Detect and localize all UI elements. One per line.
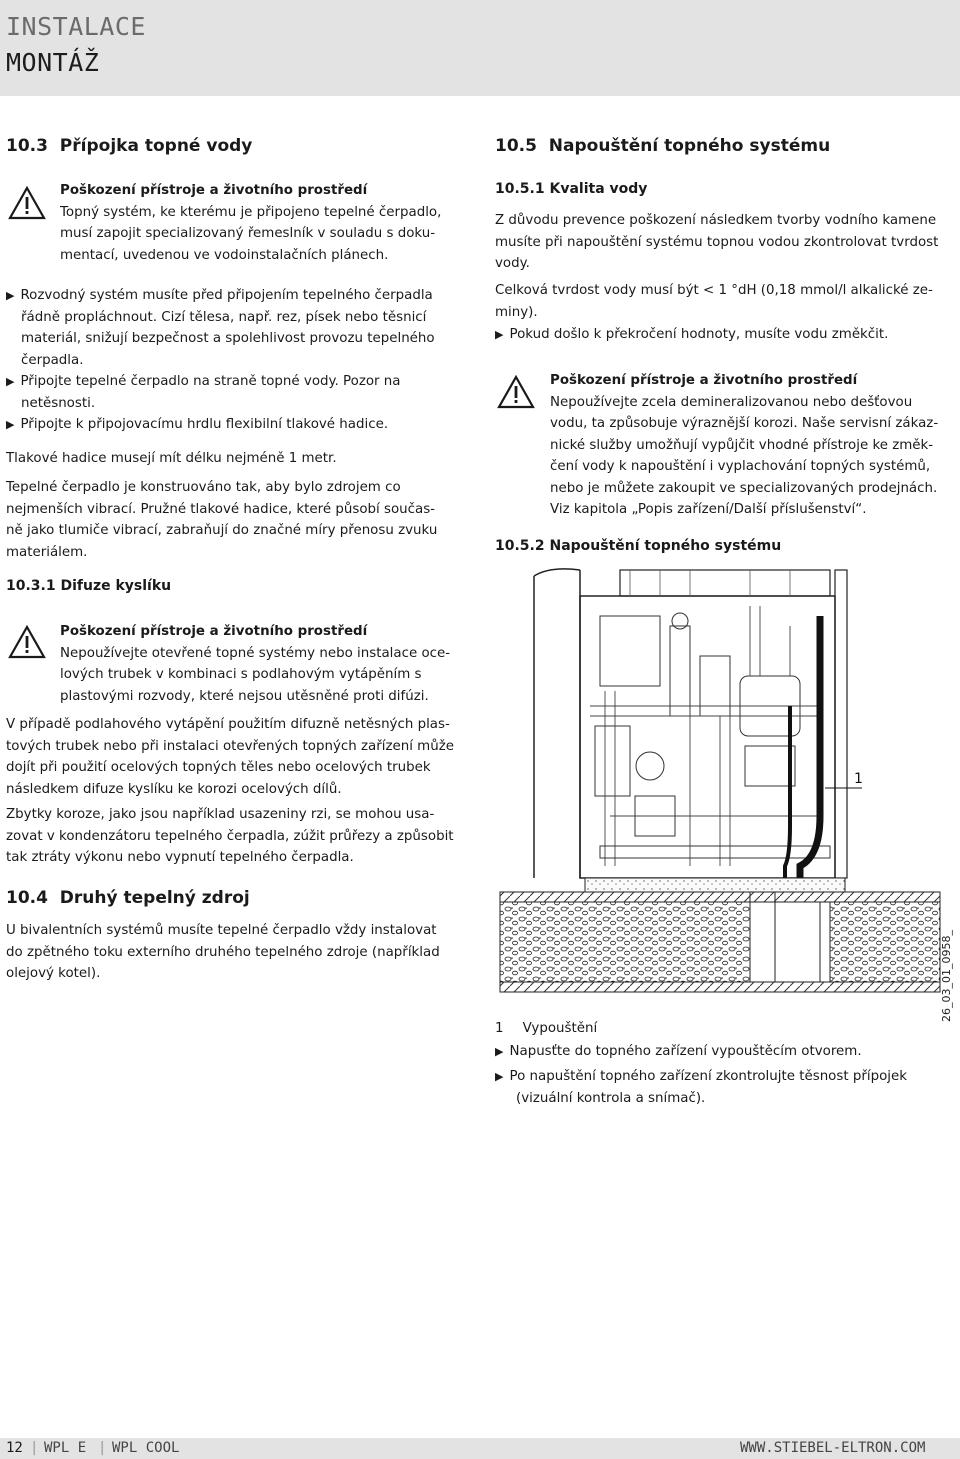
paragraph-line: U bivalentních systémů musíte tepelné čerpadlo vždy instalovat bbox=[6, 923, 437, 938]
paragraph-corrosion bbox=[6, 804, 468, 869]
page-number: 12 bbox=[6, 1440, 23, 1456]
instruction-line: Pokud došlo k překročení hodnoty, musíte vodu změkčit. bbox=[509, 327, 889, 342]
paragraph-line: V případě podlahového vytápění použitím difuzně netěsných plas- bbox=[6, 717, 450, 732]
warning-box-2 bbox=[60, 621, 470, 707]
paragraph-line: materiálem. bbox=[6, 544, 88, 560]
warning-text-line: plastovými rozvody, které nejsou utěsněné proti difúzi. bbox=[60, 688, 429, 704]
footer-website: WWW.STIEBEL-ELTRON.COM bbox=[740, 1440, 926, 1456]
paragraph-hardness bbox=[495, 280, 955, 323]
paragraph-line: tových trubek nebo při instalaci otevřených topných zařízení může bbox=[6, 738, 454, 754]
section-title: Napouštění topného systému bbox=[548, 136, 831, 156]
warning-text-line: Viz kapitola „Popis zařízení/Další příslušenství“. bbox=[550, 502, 867, 517]
paragraph-hose-length: Tlakové hadice musejí mít délku nejméně 1 metr. bbox=[6, 451, 337, 466]
warning-title: Poškození přístroje a životního prostředí bbox=[550, 373, 858, 388]
paragraph-line: tak ztráty výkonu nebo vypnutí tepelného čerpadla. bbox=[6, 850, 354, 865]
instruction-line: čerpadla. bbox=[21, 352, 84, 368]
figure-legend bbox=[495, 1017, 597, 1040]
footer-separator: | bbox=[30, 1440, 39, 1456]
instruction-line: řádně propláchnout. Cizí tělesa, např. rez, písek nebo těsnicí bbox=[21, 309, 427, 325]
instruction-item bbox=[6, 285, 468, 307]
bullet-arrow-icon: ▶ bbox=[495, 1045, 504, 1058]
paragraph-line: Zbytky koroze, jako jsou například usazeniny rzi, se mohou usa- bbox=[6, 807, 435, 822]
warning-text-line: Nepoužívejte otevřené topné systémy nebo instalace oce- bbox=[60, 645, 451, 661]
instruction-line: materiál, snižují bezpečnost a spolehlivost provozu tepelného bbox=[21, 331, 435, 346]
instruction-line: Po napuštění topného zařízení zkontrolujte těsnost přípojek bbox=[509, 1069, 907, 1084]
section-10-5-heading bbox=[495, 136, 830, 156]
header-section: INSTALACE bbox=[6, 12, 146, 41]
paragraph-diffusion bbox=[6, 714, 468, 800]
footer-model: WPL COOL bbox=[112, 1440, 180, 1456]
instruction-item bbox=[495, 1041, 955, 1063]
paragraph-line: Z důvodu prevence poškození následkem tvorby vodního kamene bbox=[495, 213, 937, 228]
paragraph-line: dojít při použití ocelových topných těles nebo ocelových trubek bbox=[6, 760, 431, 775]
warning-icon bbox=[8, 625, 46, 659]
bullet-arrow-icon: ▶ bbox=[6, 289, 15, 302]
section-number: 10.4 bbox=[6, 888, 48, 908]
figure-reference: 26_03_01_0958_ bbox=[940, 930, 953, 1022]
warning-text-line: musí zapojit specializovaný řemeslník v souladu s doku- bbox=[60, 226, 436, 241]
heat-pump-filling-drawing bbox=[490, 566, 960, 1016]
instruction-line: (vizuální kontrola a snímač). bbox=[516, 1090, 706, 1106]
callout-number: 1 bbox=[854, 771, 863, 787]
warning-text-line: lových trubek v kombinaci s podlahovým vytápěním s bbox=[60, 667, 422, 682]
section-title: Přípojka topné vody bbox=[59, 136, 253, 156]
instruction-line: Připojte tepelné čerpadlo na straně topné vody. Pozor na bbox=[20, 374, 401, 389]
paragraph-water-quality bbox=[495, 210, 955, 275]
section-number: 10.3 bbox=[6, 136, 48, 156]
bullet-arrow-icon: ▶ bbox=[495, 328, 504, 341]
warning-text-line: Nepoužívejte zcela demineralizovanou nebo dešťovou bbox=[550, 394, 913, 410]
bullet-arrow-icon: ▶ bbox=[495, 1070, 504, 1083]
warning-text-line: nebo je můžete zakoupit ve specializovaných prodejnách. bbox=[550, 480, 938, 496]
paragraph-line: následkem difuze kyslíku ke korozi ocelových dílů. bbox=[6, 781, 342, 797]
paragraph-line: do zpětného toku externího druhého tepelného zdroje (například bbox=[6, 944, 440, 960]
paragraph-line: ně jako tlumiče vibrací, zabraňují do značné míry přenosu zvuku bbox=[6, 523, 438, 538]
instruction-line: Rozvodný systém musíte před připojením tepelného čerpadla bbox=[20, 288, 433, 303]
paragraph-line: nejmenších vibrací. Pružné tlakové hadice, které působí součas- bbox=[6, 501, 436, 517]
paragraph-line: miny). bbox=[495, 304, 538, 320]
section-10-5-1-heading: 10.5.1 Kvalita vody bbox=[495, 181, 648, 197]
warning-title: Poškození přístroje a životního prostředí bbox=[60, 624, 368, 639]
legend-number: 1 bbox=[495, 1021, 504, 1036]
section-10-3-1-heading: 10.3.1 Difuze kyslíku bbox=[6, 578, 172, 594]
instruction-item bbox=[6, 414, 468, 436]
footer-band bbox=[0, 1438, 960, 1459]
warning-title: Poškození přístroje a životního prostředí bbox=[60, 183, 368, 198]
paragraph-line: olejový kotel). bbox=[6, 966, 101, 981]
warning-text-line: Topný systém, ke kterému je připojeno tepelné čerpadlo, bbox=[60, 204, 442, 220]
warning-icon bbox=[497, 375, 535, 409]
instruction-line: Připojte k připojovacímu hrdlu flexibilní tlakové hadice. bbox=[20, 417, 389, 432]
section-10-3-heading bbox=[6, 136, 252, 156]
warning-text-line: nické služby umožňují vypůjčit vhodné přístroje ke změk- bbox=[550, 437, 934, 453]
section-10-5-2-heading: 10.5.2 Napouštění topného systému bbox=[495, 538, 782, 554]
warning-text-line: čení vody k napouštění i vyplachování topných systémů, bbox=[550, 459, 931, 474]
paragraph-line: vody. bbox=[495, 256, 530, 271]
warning-icon bbox=[8, 186, 46, 220]
paragraph-vibration bbox=[6, 477, 468, 563]
header-subsection: MONTÁŽ bbox=[6, 48, 100, 77]
legend-label: Vypouštění bbox=[522, 1021, 598, 1036]
footer-separator: | bbox=[98, 1440, 107, 1456]
instruction-line: Napusťte do topného zařízení vypouštěcím otvorem. bbox=[509, 1044, 862, 1059]
paragraph-line: zovat v kondenzátoru tepelného čerpadla, zúžit průřezy a způsobit bbox=[6, 828, 454, 844]
bullet-arrow-icon: ▶ bbox=[6, 418, 15, 431]
footer-model: WPL E bbox=[44, 1440, 87, 1456]
bullet-arrow-icon: ▶ bbox=[6, 375, 15, 388]
paragraph-bivalent bbox=[6, 920, 468, 985]
section-number: 10.5 bbox=[495, 136, 537, 156]
instruction-list bbox=[6, 285, 468, 436]
instruction-item bbox=[6, 371, 468, 393]
section-10-4-heading bbox=[6, 888, 250, 908]
paragraph-line: musíte při napouštění systému topnou vodou zkontrolovat tvrdost bbox=[495, 234, 939, 250]
instruction-line: netěsnosti. bbox=[21, 395, 96, 411]
paragraph-line: Celková tvrdost vody musí být < 1 °dH (0,18 mmol/l alkalické ze- bbox=[495, 283, 933, 298]
paragraph-line: Tepelné čerpadlo je konstruováno tak, aby bylo zdrojem co bbox=[6, 480, 401, 495]
warning-box-3 bbox=[550, 370, 955, 521]
instruction-item bbox=[495, 1066, 955, 1109]
section-title: Druhý tepelný zdroj bbox=[59, 888, 250, 908]
header-band bbox=[0, 0, 960, 96]
warning-text-line: vodu, ta způsobuje výraznější korozi. Naše servisní zákaz- bbox=[550, 416, 939, 431]
warning-text-line: mentací, uvedenou ve vodoinstalačních plánech. bbox=[60, 247, 389, 263]
instruction-item bbox=[495, 324, 955, 346]
warning-box-1 bbox=[60, 180, 470, 266]
